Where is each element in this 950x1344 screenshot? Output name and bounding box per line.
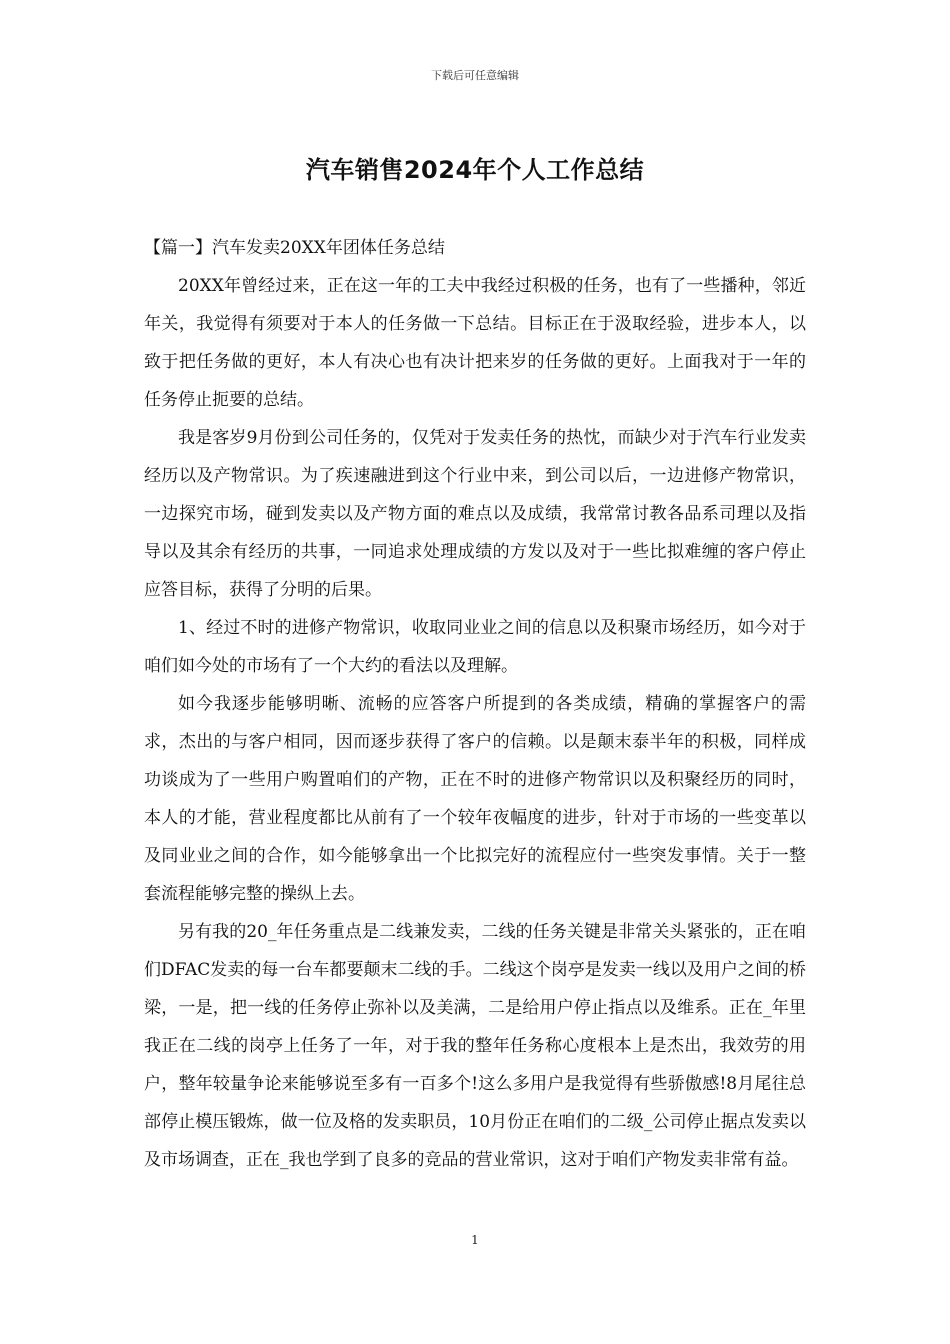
page-number: 1 xyxy=(471,1233,479,1247)
section-heading: 【篇一】汽车发卖20XX年团体任务总结 xyxy=(144,238,445,258)
paragraph-5: 另有我的20_年任务重点是二线兼发卖，二线的任务关键是非常关头紧张的，正在咱们DFAC发卖的每一台车都要颠末二线的手。二线这个岗亭是发卖一线以及用户之间的桥梁，一是，把一线的任务停止弥补以及美满，二是给用户停止指点以及维系。正在_年里我正在二线的岗亭上任务了一年，对于我的整年任务称心度根本上是杰出，我效劳的用户，整年较量争论来能够说至多有一百多个!这么多用户是我觉得有些骄傲感!8月尾往总部停止模压锻炼，做一位及格的发卖职员，10月份正在咱们的二级_公司停止据点发卖以及市场调查，正在_我也学到了良多的竞品的营业常识，这对于咱们产物发卖非常有益。 xyxy=(144,922,806,1170)
paragraph-4: 如今我逐步能够明晰、流畅的应答客户所提到的各类成绩，精确的掌握客户的需求，杰出的与客户相同，因而逐步获得了客户的信赖。以是颠末泰半年的积极，同样成功谈成为了一些用户购置咱们的产物，正在不时的进修产物常识以及积聚经历的同时，本人的才能，营业程度都比从前有了一个较年夜幅度的进步，针对于市场的一些变革以及同业业之间的合作，如今能够拿出一个比拟完好的流程应付一些突发事情。关于一整套流程能够完整的操纵上去。 xyxy=(144,694,806,904)
paragraph-1: 20XX年曾经过来，正在这一年的工夫中我经过积极的任务，也有了一些播种，邻近年关，我觉得有须要对于本人的任务做一下总结。目标正在于汲取经验，进步本人，以致于把任务做的更好，本人有决心也有决计把来岁的任务做的更好。上面我对于一年的任务停止扼要的总结。 xyxy=(144,276,806,410)
document-title: 汽车销售2024年个人工作总结 xyxy=(305,156,645,184)
document-body xyxy=(144,229,806,1179)
paragraph-2: 我是客岁9月份到公司任务的，仅凭对于发卖任务的热忱，而缺少对于汽车行业发卖经历以及产物常识。为了疾速融进到这个行业中来，到公司以后，一边进修产物常识，一边探究市场，碰到发卖以及产物方面的难点以及成绩，我常常讨教各品系司理以及指导以及其余有经历的共事，一同追求处理成绩的方发以及对于一些比拟难缠的客户停止应答目标，获得了分明的后果。 xyxy=(144,428,806,600)
paragraph-3: 1、经过不时的进修产物常识，收取同业业之间的信息以及积聚市场经历，如今对于咱们如今处的市场有了一个大约的看法以及理解。 xyxy=(144,618,806,676)
page-header-note: 下载后可任意编辑 xyxy=(431,69,519,82)
